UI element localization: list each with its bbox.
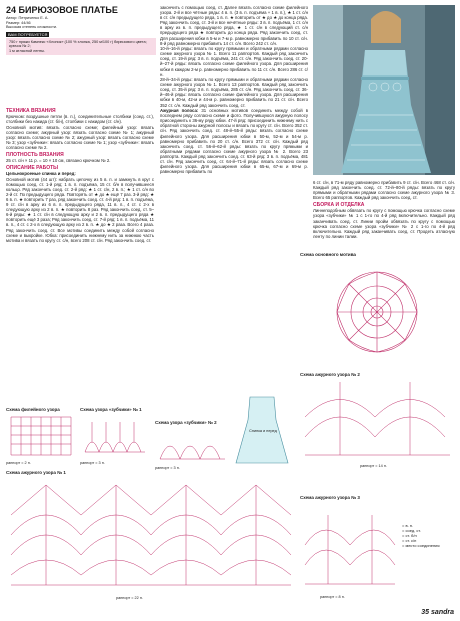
- back-front-outline: [232, 395, 292, 475]
- ajour-strip-heading: Ажурная полоса:: [160, 108, 199, 114]
- legend-join: = место соединения: [402, 543, 440, 548]
- ajour-strip-text: 31 основных мотивов соединить между собой в последнем ряду согласно схеме и фото. Получившуюся ажурную полосу присоединить к 36-му ряду юбки. 47-й ряд: присоединить нижнему нить с обратной стороны ажурной полосы и вязать по кругу ст. с/н. Всего 352 ст. с/н. Ряд закончить соед. ст. 48-й–55-й ряды: вязать согласно схеме филейного узора. Для расширения юбки в 50-м, 52-м и 54-м р. равномерно прибавить по 20 ст. с/н. Всего 372 ст. с/н. Каждый ряд закончить соед. ст. 56-й–62-й ряды: вязать по кругу прямыми и обратными рядами согласно схеме ажурного узора № 2. Всего 23 раппорта. Каждый ряд закончить соед. ст. 63-й ряд: 3 в. п. подъёма, 481 ст. с/н. Ряд закончить соед. ст. 64-й–71-й ряды: вязать согласно схеме филейного узора. Для расширения юбки в 65-м, 67-м и 69-м р. равномерно прибавить по: [160, 108, 308, 175]
- dress-photo: [313, 5, 455, 175]
- work-subheading: Цельнокроеные спинка и перед:: [6, 171, 76, 177]
- legend-chain: = в. п.: [402, 523, 414, 528]
- materials-box: [6, 38, 156, 56]
- assembly-text: Линнеподобным обвязать по кругу с помощью крючка согласно схеме узора «зубчики» № 1 с 1-го по 4-й ряд включительно. Каждый ряд заканчивать соед. ст. Линии пройм обвязать по кругу с помощью крючка согласно схеме узора «зубчики» № 2 с 1-го по 4-й ряд включительно. Каждый ряд заканчивать соед. ст. Продеть атласную ленту по линии талии.: [313, 208, 455, 239]
- filet-title: Схема филейного узора: [6, 407, 60, 412]
- page-title: [6, 5, 156, 15]
- ajour1-rapport: раппорт = 22 п.: [116, 596, 143, 600]
- ajour2-chart: [300, 377, 455, 462]
- work-text: Основной мотив (44 шт): набрать цепочку из 5 в. п. и замкнуть в круг с помощью соед. ст. 1-й ряд: 1 в. п. подъёма, 15 ст. б/н в получившееся кольцо. Ряд закончить соед. ст. 2-й ряд: ★ 1 ст. с/н, 2 в. п.; ★ 1 ст. с/н во 2-й ст. По предыдущего ряда. Повторять от ★ до ★ ещё 7 раз. 3-й ряд: ★ 6 в. п. ★ повторить 7 раз, ряд закончить соед. ст. 4-й ряд: 1 в. п. подъёма, 9 ст. с/н в арку из 6 в. п. предыдущего ряда, 11 в. п., 4 ст. с 2-х в следующую арку из 2 в. п. ★ повторить 8 раз. Ряд закончить соед. ст. 5–6-й ряды: ★ 1 ст. с/н в следующую арку и 2 в. п. предыдущего ряда ★ повторить ещё 3 раза; Ряд закончить соед. ст. 7-й ряд: 1 в. п. подъёма, 11 в. п., 4 ст. с 2-х в следующую арку из 2 в. п. ★ до ★ 2 раза. Всего 4 раза. Ряд закончить соед. ст. Все мотивы соединить между собой согласно схеме и выкройке. Юбка: присоединить нижнему нить за нижнюю часть мотива и вязать по кругу ст. с/н, всего 208 ст. с/н. Ряд закончить соед. ст.: [6, 176, 154, 243]
- col2-text-2: 10-й–16-й ряды: вязать по кругу прямыми и обратными рядами согласно схеме ажурного узора № 1. Всего 11 раппортов. Каждый ряд закончить соед. ст. 19-й ряд: 3 в. п. подъёма, 241 ст. с/н. Ряд закончить соед. ст. 20-й–27-й ряды: вязать согласно схеме филейного узора. Для расширения юбки в каждом 2-м р. равномерно прибавить по 11 ст. с/н. Всего 286 ст. с/н.: [160, 46, 308, 77]
- page-number: 35: [421, 609, 430, 616]
- column-3: [313, 180, 455, 239]
- col2-text-1: закончить с помощью соед. ст. Далее вязать согласно схеме филейного узора. 2-й и все чётные ряды: 4 в. п. (3 в. п. подъёма + 1 в. п.), ★ 1 ст. с/н в ст. с/н предыдущего ряда, 1 в. п. ★ повторить от ★ до ★ до конца ряда. Ряд закончить соед. ст. 3-й и все нечётные ряды: 3 в. п. подъёма, 1 ст. с/н в арку из в. п. предыдущего ряда, ★ 1 ст. с/н в следующий ст. с/н предыдущего ряда ★ повторить до конца ряда. Ряд закончить соед. ст. Для расширения юбки в 5-м и 7-м р. равномерно прибавить по 10 ст. с/н. 8-й ряд равномерно прибавить 14 ст. с/н. Всего 242 ст. с/н.: [160, 5, 308, 46]
- technique-text: Крючком: воздушные петли (в. п.), соединительные столбики (соед. ст.), столбики без накида (ст. б/н), столбики с накидом (ст. с/н).: [6, 114, 154, 125]
- brand-name: sandra: [431, 609, 454, 616]
- pattern-header: [6, 5, 156, 55]
- main-motif-chart: [300, 257, 455, 367]
- difficulty: Высокая степень сложности.: [6, 25, 58, 29]
- legend-slip-stitch: = соед. ст.: [402, 528, 421, 533]
- column-1: [6, 108, 154, 243]
- size: Размер: 44/46: [6, 20, 31, 25]
- col3-text-1: 6 ст. с/н, в 71-м ряду равномерно прибавить 9 ст. с/н. Всего 468 ст. с/н. Каждый ряд закончить соед. ст. 72-й–80-й ряды: вязать по кругу прямыми и обратными рядами согласно схеме ажурного узора № 3. Всего 65 раппортов. Каждый ряд закончить соед. ст.: [313, 180, 455, 201]
- teeth1-chart: [80, 412, 150, 460]
- column-2: [160, 5, 308, 175]
- ajour1-diagram: [6, 470, 296, 605]
- density-text: 25 ст. с/н × 11 р. = 10 × 10 см, связано крючком № 2.: [6, 158, 111, 164]
- teeth1-diagram: [80, 407, 150, 467]
- ajour3-rapport: раппорт = 8 п.: [320, 595, 345, 599]
- dress-figure-illustration: [313, 5, 455, 175]
- page-footer: [421, 609, 454, 617]
- ajour2-title: Схема ажурного узора № 2: [300, 372, 360, 377]
- work-heading: ОПИСАНИЕ РАБОТЫ: [6, 165, 59, 172]
- teeth2-title: Схема узора «зубчики» № 2: [155, 420, 217, 425]
- density-heading: ПЛОТНОСТЬ ВЯЗАНИЯ: [6, 152, 64, 159]
- teeth1-rapport: раппорт = 3 п.: [80, 461, 105, 466]
- teeth1-title: Схема узора «зубчики» № 1: [80, 407, 142, 412]
- pattern-number: 24: [6, 5, 17, 15]
- teeth2-chart: [155, 425, 230, 465]
- legend-dc: = ст. с/н: [402, 538, 417, 543]
- materials-tag: ВАМ ПОТРЕБУЕТСЯ: [8, 31, 48, 37]
- ajour3-diagram: [300, 495, 450, 605]
- legend: [402, 523, 450, 548]
- main-motif-diagram: [300, 252, 455, 368]
- legend-sc: = ст. б/н: [402, 533, 417, 538]
- ajour1-chart: [6, 475, 296, 595]
- ajour3-chart: [300, 500, 400, 590]
- assembly-heading: СБОРКА И ОТДЕЛКА: [313, 202, 365, 209]
- technique-heading: ТЕХНИКА ВЯЗАНИЯ: [6, 108, 56, 114]
- materials-hook: крючок № 2;: [9, 44, 31, 49]
- ajour2-rapport: раппорт = 14 п.: [360, 464, 387, 468]
- technique-patterns: Основной мотив: вязать согласно схеме; филейный узор: вязать согласно схеме; ажурный узор: вязать согласно схеме № 1; ажурный узор: вязать согласно схеме № 2; ажурный узор: вязать согласно схеме № 3; узор «зубчики»: вязать согласно схеме № 1; узор «зубчики»: вязать согласно схеме № 2.: [6, 124, 154, 150]
- pattern-title: БИРЮЗОВОЕ ПЛАТЬЕ: [18, 5, 118, 15]
- materials-yarn: 750 г пряжи Кампекс «Хлопок» (100 % хлопка, 250 м/100 г) бирюзового цвета;: [9, 39, 147, 44]
- materials-ribbon: 1 м атласной ленты.: [9, 48, 46, 53]
- col2-text-3: 28-й–34-й ряды: вязать по кругу прямыми и обратными рядами согласно схеме ажурного узора № 1. Всего 13 раппортов. Каждый ряд закончить соед. ст. 35-й ряд: 3 в. п. подъёма, 285 ст. с/н. Ряд закончить соед. ст. 36-й–46-й ряды: вязать согласно схеме филейного узора. Для расширения юбки в 40-м, 42-м и 44-м р. равномерно прибавить по 21 ст. с/н. Всего 352 ст. с/н. Каждый ряд закончить соед. ст.: [160, 77, 308, 108]
- filet-rapport: раппорт = 2 п.: [6, 461, 31, 466]
- main-motif-title: Схема основного мотива: [300, 252, 356, 257]
- teeth2-rapport: раппорт = 3 п.: [155, 466, 180, 471]
- ajour1-title: Схема ажурного узора № 1: [6, 470, 66, 475]
- ajour2-diagram: [300, 372, 455, 472]
- ajour3-title: Схема ажурного узора № 3: [300, 495, 360, 500]
- filet-diagram: [6, 407, 76, 467]
- filet-chart: [6, 412, 76, 460]
- back-front-label: Спинка и перед: [249, 429, 277, 433]
- author: Автор: Петриченко Е. А.: [6, 16, 49, 20]
